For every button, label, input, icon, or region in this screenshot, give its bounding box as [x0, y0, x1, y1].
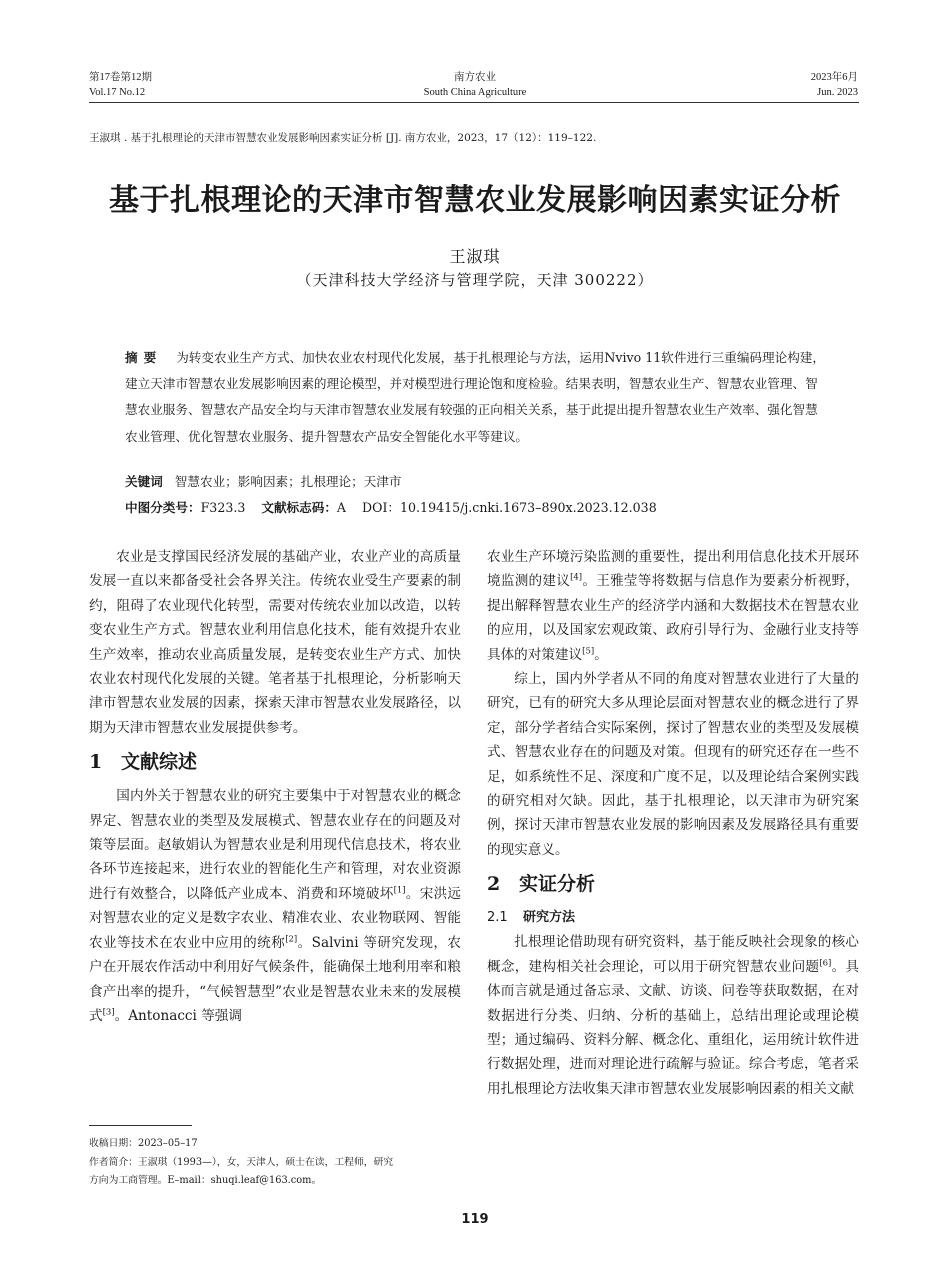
subsection-2-1-heading: [487, 906, 859, 930]
literature-text-a: 国内外关于智慧农业的研究主要集中于对智慧农业的概念界定、智慧农业的类型及发展模式、智慧农业存在的问题及对策等层面。赵敏娟认为智慧农业是利用现代信息技术，将农业各环节连接起来，进行农业的智能化生产和管理，对农业资源进行有效整合，以降低产业成本、消费和环境破坏: [89, 788, 461, 902]
continued-text-c: 。: [594, 646, 608, 663]
running-header-journal: [0, 70, 950, 100]
section-1-heading: [89, 748, 461, 776]
right-column: [487, 545, 859, 1101]
summary-paragraph: 综上，国内外学者从不同的角度对智慧农业进行了大量的研究，已有的研究大多从理论层面对智慧农业的概念进行了界定，部分学者结合实际案例，探讨了智慧农业的类型及发展模式、智慧农业存在的问题及对策。但现有的研究还存在一些不足，如系统性不足、深度和广度不足，以及理论结合案例实践的研究相对欠缺。因此，基于扎根理论，以天津市为研究案例，探讨天津市智慧农业发展的影响因素及发展路径具有重要的现实意义。: [487, 671, 859, 858]
keywords-label: 关键词: [125, 474, 163, 489]
date-en: Jun. 2023: [817, 87, 858, 98]
author-bio-line-2: 方向为工商管理。E–mail：shuqi.leaf@163.com。: [89, 1175, 322, 1186]
ref-1: [1]: [393, 885, 406, 896]
literature-text-b: 。宋洪远对智慧农业的定义是数字农业、精准农业、农业物联网、智能农业等技术在农业中应用的统称: [89, 885, 462, 951]
author-bio-line-1: 作者简介：王淑琪（1993—），女，天津人，硕士在读，工程师，研究: [89, 1156, 394, 1168]
continued-text-b: 。王雅莹等将数据与信息作为要素分析视野，提出解释智慧农业生产的经济学内涵和大数据技术在智慧农业的应用，以及国家宏观政策、政府引导行为、金融行业支持等具体的对策建议: [487, 573, 860, 663]
footnote-rule: [89, 1125, 192, 1126]
page-number: 119: [461, 1212, 489, 1227]
method-text-b: 。具体而言就是通过备忘录、文献、访谈、问卷等获取数据，在对数据进行分类、归纳、分析的基础上，总结出理论或理论模型；通过编码、资料分解、概念化、重组化，运用统计软件进行数据处理，进而对理论进行疏解与验证。综合考虑，笔者采用扎根理论方法收集天津市智慧农业发展影响因素的相关文献: [487, 958, 860, 1097]
ref-5: [5]: [582, 646, 595, 657]
date-cn: 2023年6月: [810, 72, 858, 83]
ref-2: [2]: [285, 934, 298, 945]
section-1-number: 1: [89, 751, 103, 774]
doi-value: 10.19415/j.cnki.1673–890x.2023.12.038: [400, 500, 657, 515]
ref-4: [4]: [570, 572, 583, 583]
clc-value: F323.3: [200, 500, 246, 515]
literature-text-c: 。Salvini 等研究发现，农户在开展农作活动中利用好气候条件，能确保土地利用率和粮食产出率的提升，“气候智慧型”农业是智慧农业未来的发展模式: [89, 934, 461, 1024]
section-2-number: 2: [487, 873, 501, 896]
volume-en: Vol.17 No.12: [89, 87, 146, 98]
ref-6: [6]: [819, 958, 832, 969]
volume-cn: 第17卷第12期: [89, 72, 152, 83]
received-date: 收稿日期：2023–05–17: [89, 1138, 198, 1149]
intro-paragraph: 农业是支撑国民经济发展的基础产业，农业产业的高质量发展一直以来都备受社会各界关注。传统农业受生产要素的制约，阻碍了农业现代化转型，需要对传统农业加以改造，以转变农业生产方式。智慧农业利用信息化技术，能有效提升农业生产效率，推动农业高质量发展，是转变农业生产方式、加快农业农村现代化发展的关键。笔者基于扎根理论，分析影响天津市智慧农业发展的因素，探索天津市智慧农业发展路径，以期为天津市智慧农业发展提供参考。: [89, 549, 461, 736]
left-column: [89, 545, 461, 1028]
section-1-title: 文献综述: [121, 751, 198, 774]
doc-code-label: 文献标志码：: [261, 500, 337, 515]
section-2-heading: [487, 870, 859, 898]
literature-paragraph: [89, 784, 461, 1028]
method-paragraph: [487, 930, 859, 1101]
abstract-text: 为转变农业生产方式、加快农业农村现代化发展，基于扎根理论与方法，运用Nvivo 11软件进行三重编码理论构建，建立天津市智慧农业发展影响因素的理论模型，并对模型进行理论饱和度检验。结果表明，智慧农业生产、智慧农业管理、智慧农业服务、智慧农产品安全均与天津市智慧农业发展有较强的正向相关关系，基于此提出提升智慧农业生产效率、强化智慧农业管理、优化智慧农业服务、提升智慧农产品安全智能化水平等建议。: [125, 350, 825, 444]
footnotes: [89, 1135, 461, 1191]
author-name: 王淑琪: [449, 247, 501, 266]
abstract-label: 摘要: [125, 350, 163, 365]
doc-code-value: A: [336, 500, 347, 515]
ref-3: [3]: [102, 1007, 115, 1018]
journal-en: South China Agriculture: [423, 87, 527, 98]
citation-line: 王淑琪 . 基于扎根理论的天津市智慧农业发展影响因素实证分析 [J]. 南方农业，2023，17（12）：119–122.: [89, 132, 597, 144]
clc-label: 中图分类号：: [125, 500, 201, 515]
subsection-2-1-number: 2.1: [487, 910, 508, 926]
method-text-a: 扎根理论借助现有研究资料，基于能反映社会现象的核心概念，建构相关社会理论，可以用于研究智慧农业问题: [487, 934, 859, 975]
continued-paragraph: [487, 545, 859, 667]
running-header-date: [811, 70, 858, 100]
keywords: [125, 470, 825, 494]
keywords-text: 智慧农业；影响因素；扎根理论；天津市: [174, 474, 402, 489]
classification-line: [125, 496, 845, 520]
header-rule: [89, 102, 859, 103]
doi-label: DOI：: [362, 500, 401, 515]
section-2-title: 实证分析: [519, 873, 596, 896]
journal-cn: 南方农业: [454, 72, 496, 83]
continued-text-a: 农业生产环境污染监测的重要性，提出利用信息化技术开展环境监测的建议: [487, 549, 859, 590]
article-title: 基于扎根理论的天津市智慧农业发展影响因素实证分析: [109, 183, 841, 218]
literature-text-d: 。Antonacci 等强调: [114, 1007, 242, 1024]
author-affiliation: （天津科技大学经济与管理学院，天津 300222）: [296, 271, 654, 289]
abstract: [125, 345, 825, 450]
subsection-2-1-title: 研究方法: [523, 910, 576, 926]
